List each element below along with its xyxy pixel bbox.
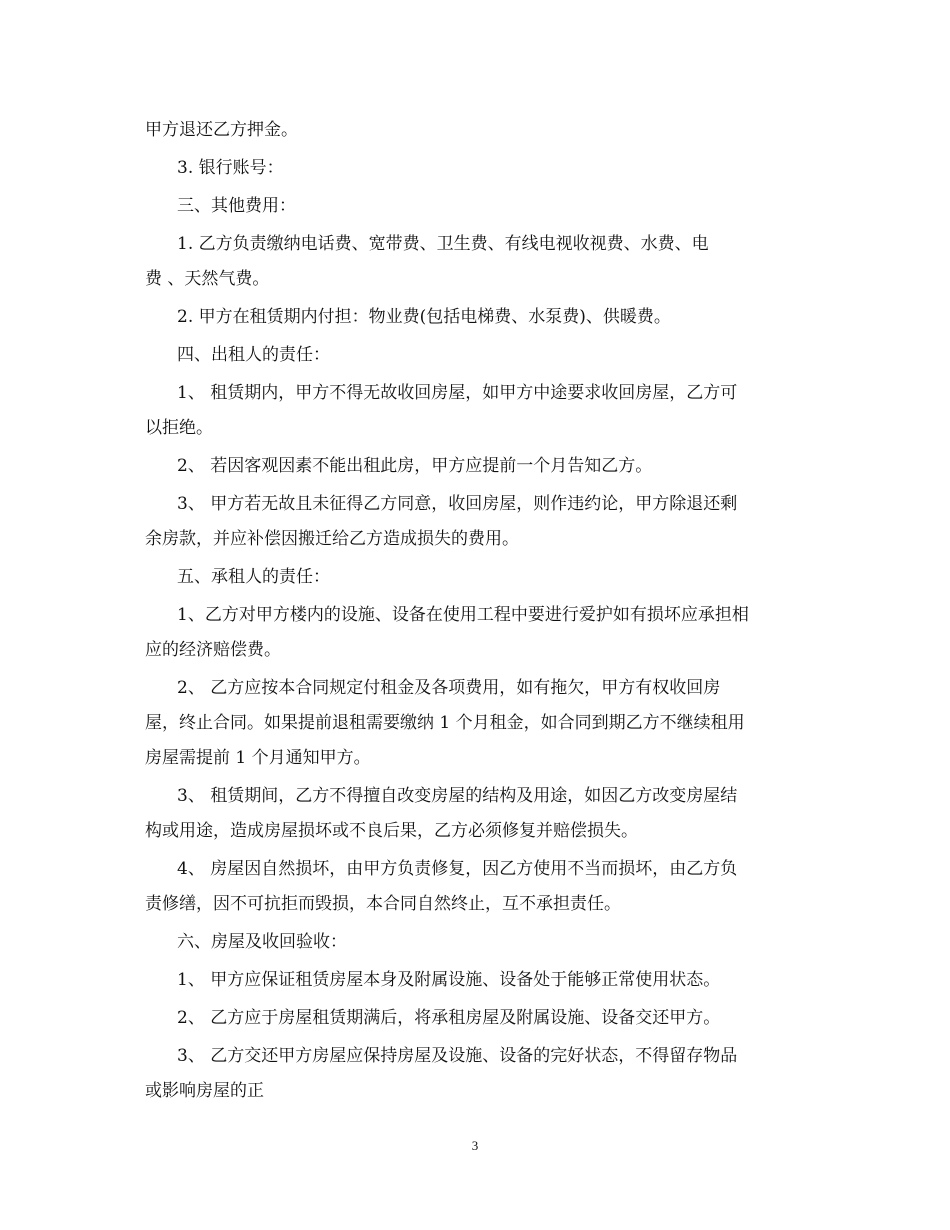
text-line: 1、 租赁期内，甲方不得无故收回房屋，如甲方中途要求收回房屋，乙方可	[177, 383, 738, 403]
text-line: 1. 乙方负责缴纳电话费、宽带费、卫生费、有线电视收视费、水费、电	[177, 234, 709, 254]
paragraph	[145, 189, 810, 224]
paragraph	[145, 560, 810, 595]
text-line: 屋，终止合同。如果提前退租需要缴纳 1 个月租金，如合同到期乙方不继续租用	[145, 713, 745, 733]
text-line: 2、 乙方应按本合同规定付租金及各项费用，如有拖欠，甲方有权收回房	[177, 678, 721, 698]
paragraph	[145, 338, 810, 373]
text-line: 2. 甲方在租赁期内付担：物业费(包括电梯费、水泵费)、供暖费。	[177, 307, 671, 327]
text-line: 构或用途，造成房屋损坏或不良后果，乙方必须修复并赔偿损失。	[145, 821, 638, 841]
text-line: 甲方退还乙方押金。	[145, 120, 298, 140]
text-line: 3. 银行账号：	[177, 158, 284, 178]
paragraph	[145, 487, 810, 557]
paragraph	[145, 779, 810, 849]
paragraph	[145, 376, 810, 446]
paragraph	[145, 1039, 810, 1109]
text-line: 四、出租人的责任：	[177, 345, 330, 365]
text-line: 2、 乙方应于房屋租赁期满后，将承租房屋及附属设施、设备交还甲方。	[177, 1008, 721, 1028]
text-line: 1、 甲方应保证租赁房屋本身及附属设施、设备处于能够正常使用状态。	[177, 970, 721, 990]
text-line: 三、其他费用：	[177, 196, 296, 216]
paragraph	[145, 671, 810, 776]
text-line: 五、承租人的责任：	[177, 567, 330, 587]
text-line: 或影响房屋的正	[145, 1081, 264, 1101]
paragraph	[145, 449, 810, 484]
text-line: 2、 若因客观因素不能出租此房，甲方应提前一个月告知乙方。	[177, 456, 653, 476]
text-line: 3、 租赁期间，乙方不得擅自改变房屋的结构及用途，如因乙方改变房屋结	[177, 786, 738, 806]
text-line: 余房款，并应补偿因搬迁给乙方造成损失的费用。	[145, 529, 519, 549]
paragraph	[145, 598, 810, 668]
text-line: 以拒绝。	[145, 418, 213, 438]
text-line: 房屋需提前 1 个月通知甲方。	[145, 748, 371, 768]
text-line: 3、 甲方若无故且未征得乙方同意，收回房屋，则作违约论，甲方除退还剩	[177, 494, 738, 514]
paragraph	[145, 1001, 810, 1036]
text-line: 责修缮，因不可抗拒而毁损，本合同自然终止，互不承担责任。	[145, 894, 621, 914]
text-line: 应的经济赔偿费。	[145, 640, 281, 660]
text-line: 1、乙方对甲方楼内的设施、设备在使用工程中要进行爱护如有损坏应承担相	[177, 605, 749, 625]
text-line: 六、房屋及收回验收：	[177, 932, 347, 952]
page-number: 3	[471, 1138, 479, 1153]
paragraph	[145, 852, 810, 922]
text-line: 费 、天然气费。	[145, 269, 270, 289]
paragraph	[145, 300, 810, 335]
paragraph	[145, 151, 810, 186]
text-line: 3、 乙方交还甲方房屋应保持房屋及设施、设备的完好状态，不得留存物品	[177, 1046, 738, 1066]
paragraph	[145, 963, 810, 998]
text-line: 4、 房屋因自然损坏，由甲方负责修复，因乙方使用不当而损坏，由乙方负	[177, 859, 738, 879]
paragraph	[145, 113, 810, 148]
paragraph	[145, 227, 810, 297]
paragraph	[145, 925, 810, 960]
